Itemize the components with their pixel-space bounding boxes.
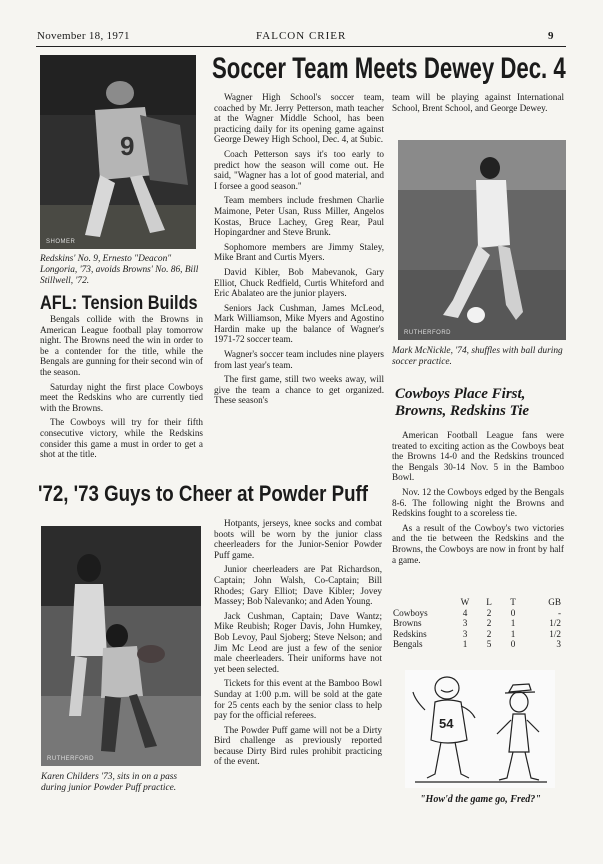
soccer-story bbox=[214, 92, 384, 410]
powderpuff-paragraph: Tickets for this event at the Bamboo Bowl Sunday at 1:00 p.m. will be sold at the gate for 25 cents each by the senior class to help pay for the official referees. bbox=[214, 678, 382, 721]
soccer-photo-caption: Mark McNickle, '74, shuffles with ball during soccer practice. bbox=[392, 346, 563, 367]
cowboys-headline-line1: Cowboys Place First, bbox=[395, 386, 526, 402]
powderpuff-photo-image bbox=[41, 526, 201, 766]
afl-headline: AFL: Tension Builds bbox=[40, 293, 198, 314]
soccer-photo-image bbox=[398, 140, 566, 340]
ties-value: 1 bbox=[510, 628, 516, 639]
cowboys-headline bbox=[395, 386, 570, 420]
cartoon-caption: "How'd the game go, Fred?" bbox=[420, 794, 541, 805]
header-rule bbox=[36, 46, 566, 47]
team-name: Cowboys bbox=[393, 607, 428, 618]
jersey-number: 54 bbox=[439, 716, 454, 731]
wins-value: 1 bbox=[462, 639, 468, 650]
team-name: Bengals bbox=[393, 639, 423, 650]
table-row bbox=[393, 629, 561, 640]
newspaper-name: FALCON CRIER bbox=[256, 30, 347, 42]
table-row bbox=[393, 608, 561, 619]
col-games-behind: GB bbox=[548, 597, 561, 607]
standings-header-row bbox=[393, 597, 561, 608]
col-losses: L bbox=[486, 597, 492, 607]
team-name: Redskins bbox=[393, 628, 427, 639]
losses-value: 2 bbox=[486, 618, 492, 629]
powderpuff-photo-caption: Karen Childers '73, sits in on a pass during junior Powder Puff practice. bbox=[41, 772, 178, 793]
powderpuff-story bbox=[214, 518, 382, 771]
cowboys-paragraph: As a result of the Cowboy's two victories and the tie between the Redskins and the Browns, the Cowboys are now in front by half a game. bbox=[392, 522, 564, 565]
soccer-paragraph: David Kibler, Bob Mabevanok, Gary Elliot, Chuck Redfield, Curtis Whiteford and Eric Abalateo are the junior players. bbox=[214, 266, 384, 299]
cowboys-paragraph: American Football League fans were treated to exciting action as the Cowboys beat the Browns 14-0 and the Redskins trounced the Bengals 30-14 Nov. 5 in the Bamboo Bowl. bbox=[392, 430, 564, 483]
wins-value: 4 bbox=[462, 607, 468, 618]
team-name: Browns bbox=[393, 618, 422, 629]
soccer-paragraph: Team members include freshmen Charlie Maimone, Peter Usan, Russ Miller, Angelos Kostas, Bruce Lachey, Greg Rear, Paul Hopingardner and Steve Brunk. bbox=[214, 195, 384, 238]
issue-date: November 18, 1971 bbox=[37, 30, 130, 42]
soccer-paragraph: Coach Petterson says it's too early to predict how the season will come out. He said, "Wagner has a lot of good material, and I forsee a good season." bbox=[214, 148, 384, 191]
table-row bbox=[393, 618, 561, 629]
cartoon-illustration bbox=[405, 670, 555, 788]
afl-paragraph: Bengals collide with the Browns in American League football play tomorrow night. The Browns need the win in order to be a contender for the title, while the Bengals are gunning for their second win of the season. bbox=[40, 314, 203, 377]
gb-value: - bbox=[557, 607, 561, 618]
col-ties: T bbox=[510, 597, 516, 607]
gb-value: 1/2 bbox=[549, 618, 561, 629]
powderpuff-paragraph: The Powder Puff game will not be a Dirty Bird challenge as previously reported because Dirty Bird rules prohibit practicing of the event. bbox=[214, 724, 382, 767]
afl-paragraph: The Cowboys will try for their fifth consecutive victory, while the Redskins consider this game a must in order to get a shot at the title. bbox=[40, 417, 203, 460]
afl-paragraph: Saturday night the first place Cowboys meet the Redskins who are currently tied with the Browns. bbox=[40, 381, 203, 413]
cartoon-drawing bbox=[405, 670, 555, 788]
soccer-paragraph: Sophomore members are Jimmy Staley, Mike Brant and Curtis Myers. bbox=[214, 241, 384, 263]
table-row bbox=[393, 639, 561, 650]
ties-value: 0 bbox=[510, 607, 516, 618]
afl-story bbox=[40, 314, 203, 464]
soccer-continuation: team will be playing against International School, Brent School, and George Dewey. bbox=[392, 92, 564, 113]
cowboys-story bbox=[392, 430, 564, 569]
powderpuff-photo bbox=[41, 526, 201, 766]
powderpuff-paragraph: Hotpants, jerseys, knee socks and combat boots will be worn by the junior class cheerleaders for the Junior-Senior Powder Puff game. bbox=[214, 518, 382, 560]
losses-value: 5 bbox=[486, 639, 492, 650]
standings-table bbox=[393, 597, 561, 650]
soccer-paragraph: Wagner High School's soccer team, coached by Mr. Jerry Petterson, math teacher at the Wagner Middle School, has been practicing daily for its opening game against George Dewey High School, Dec. 4, at Subic. bbox=[214, 92, 384, 145]
football-photo bbox=[40, 55, 196, 249]
losses-value: 2 bbox=[486, 628, 492, 639]
photo-credit: SHOMER bbox=[46, 239, 76, 245]
gb-value: 1/2 bbox=[549, 628, 561, 639]
soccer-paragraph: Seniors Jack Cushman, James McLeod, Mark Williamson, Mike Myers and Agostino Hardin make up the balance of Wagner's 1971-72 soccer team. bbox=[214, 302, 384, 345]
col-wins: W bbox=[460, 597, 470, 607]
ties-value: 0 bbox=[510, 639, 516, 650]
wins-value: 3 bbox=[462, 628, 468, 639]
cowboys-paragraph: Nov. 12 the Cowboys edged by the Bengals 8-6. The following night the Browns and Redskins fought to a scoreless tie. bbox=[392, 486, 564, 519]
wins-value: 3 bbox=[462, 618, 468, 629]
powderpuff-headline: '72, '73 Guys to Cheer at Powder Puff bbox=[38, 481, 368, 506]
ties-value: 1 bbox=[510, 618, 516, 629]
powderpuff-paragraph: Junior cheerleaders are Pat Richardson, Captain; John Walsh, Co-Captain; Bill Rhodes; Gary Elliot; Dave Kibler; Jovey Massey; Bob Nalevanko; and Aden Young. bbox=[214, 564, 382, 607]
photo-credit: RUTHERFORD bbox=[404, 330, 451, 336]
page-number: 9 bbox=[548, 30, 554, 42]
soccer-paragraph: The first game, still two weeks away, will give the team a chance to get organized. These season's bbox=[214, 374, 384, 406]
cowboys-headline-line2: Browns, Redskins Tie bbox=[395, 403, 530, 419]
photo-credit: RUTHERFORD bbox=[47, 756, 94, 762]
gb-value: 3 bbox=[556, 639, 561, 650]
svg-text:9: 9 bbox=[120, 131, 135, 161]
soccer-paragraph: Wagner's soccer team includes nine players from last year's team. bbox=[214, 349, 384, 370]
football-photo-image bbox=[40, 55, 196, 249]
soccer-photo bbox=[398, 140, 566, 340]
soccer-headline: Soccer Team Meets Dewey Dec. 4 bbox=[212, 52, 566, 85]
losses-value: 2 bbox=[486, 607, 492, 618]
soccer-story-continued bbox=[392, 92, 564, 117]
powderpuff-paragraph: Jack Cushman, Captain; Dave Wantz; Mike Reubish; Roger Davis, John Humkey, Bob Levoy, Paul Sjoberg; Steve Nelson; and Jim Mc Leod are just a few of the senior male cheerleaders. Their uniforms have not yet been selected. bbox=[214, 610, 382, 674]
football-photo-caption: Redskins' No. 9, Ernesto "Deacon" Longoria, '73, avoids Browns' No. 86, Bill Stillwell, '72. bbox=[40, 254, 199, 286]
